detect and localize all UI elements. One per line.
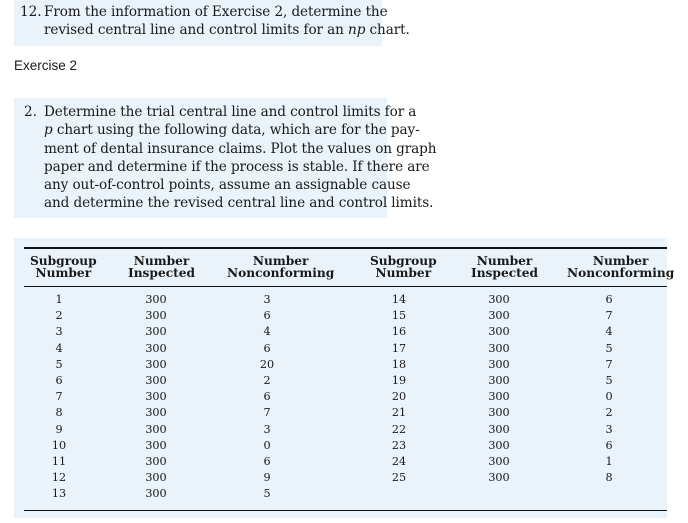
number-inspected-cell: 300	[488, 438, 510, 452]
number-inspected-cell: 300	[488, 422, 510, 436]
subgroup-number-cell: 9	[55, 422, 63, 436]
subgroup-number-cell: 15	[391, 309, 407, 323]
number-inspected-cell: 300	[488, 325, 510, 339]
subgroup-number-cell: 21	[391, 406, 407, 420]
number-nonconforming-cell: 3	[263, 422, 271, 436]
number-nonconforming-cell: 5	[605, 341, 613, 355]
exercise-2-number: 2.	[24, 104, 37, 120]
number-nonconforming-cell: 2	[263, 374, 271, 387]
subgroup-number-cell: 18	[391, 357, 407, 371]
subgroup-number-cell: 24	[391, 455, 407, 468]
number-inspected-cell: 300	[488, 293, 510, 306]
subgroup-number-cell: 25	[391, 471, 407, 485]
number-nonconforming-cell: 3	[605, 422, 613, 436]
table-header-rule	[24, 286, 667, 287]
number-nonconforming-cell: 5	[605, 374, 613, 387]
number-inspected-cell: 300	[145, 309, 167, 323]
subgroup-number-cell: 14	[391, 293, 407, 306]
exercise-2-box	[14, 98, 437, 218]
exercise-12-text: From the information of Exercise 2, determine the revised central line and control limits for an np chart.	[44, 4, 410, 39]
number-inspected-cell: 300	[145, 325, 167, 339]
subgroup-number-cell: 19	[391, 374, 407, 387]
subgroup-number-cell: 20	[391, 390, 407, 404]
number-nonconforming-cell: 4	[605, 325, 613, 339]
number-inspected-cell: 300	[145, 471, 167, 485]
subgroup-number-cell: 3	[55, 325, 63, 339]
number-inspected-cell: 300	[488, 390, 510, 404]
exercise-12-box	[14, 0, 410, 46]
subgroup-number-cell: 6	[55, 374, 63, 387]
subgroup-number-cell: 22	[391, 422, 407, 436]
number-inspected-cell: 300	[145, 390, 167, 404]
number-inspected-cell: 300	[145, 487, 167, 501]
number-nonconforming-cell: 1	[605, 455, 613, 468]
exercise-12-number: 12.	[20, 4, 42, 20]
number-inspected-cell: 300	[145, 341, 167, 355]
number-inspected-cell: 300	[145, 422, 167, 436]
number-inspected-cell: 300	[488, 471, 510, 485]
number-nonconforming-cell: 6	[263, 341, 271, 355]
number-nonconforming-cell: 7	[605, 357, 613, 371]
subgroup-number-cell: 2	[55, 309, 63, 323]
number-nonconforming-cell: 7	[605, 309, 613, 323]
number-inspected-cell: 300	[145, 293, 167, 306]
number-inspected-cell: 300	[488, 341, 510, 355]
number-inspected-cell: 300	[145, 438, 167, 452]
number-nonconforming-cell: 9	[263, 471, 271, 485]
number-inspected-cell: 300	[488, 357, 510, 371]
number-nonconforming-cell: 5	[263, 487, 271, 501]
col-header-number-nonconforming: Number Nonconforming	[227, 254, 335, 280]
subgroup-number-cell: 17	[391, 341, 407, 355]
col-header-number-inspected-2: Number Inspected	[471, 254, 539, 280]
subgroup-number-cell: 7	[55, 390, 63, 404]
subgroup-number-cell: 4	[55, 341, 63, 355]
data-table	[14, 238, 675, 518]
number-inspected-cell: 300	[145, 357, 167, 371]
number-nonconforming-cell: 4	[263, 325, 271, 339]
number-inspected-cell: 300	[145, 406, 167, 420]
subgroup-number-cell: 10	[51, 438, 67, 452]
number-nonconforming-cell: 6	[263, 390, 271, 404]
number-nonconforming-cell: 6	[263, 455, 271, 468]
subgroup-number-cell: 1	[55, 293, 63, 306]
subgroup-number-cell: 12	[51, 471, 67, 485]
number-nonconforming-cell: 0	[263, 438, 271, 452]
exercise-2-label: Exercise 2	[14, 58, 78, 73]
number-inspected-cell: 300	[488, 455, 510, 468]
number-nonconforming-cell: 6	[605, 438, 613, 452]
number-nonconforming-cell: 0	[605, 390, 613, 404]
subgroup-number-cell: 23	[391, 438, 407, 452]
number-inspected-cell: 300	[145, 455, 167, 468]
number-inspected-cell: 300	[488, 406, 510, 420]
subgroup-number-cell: 5	[55, 357, 63, 371]
table-top-rule	[24, 247, 667, 249]
number-inspected-cell: 300	[488, 374, 510, 387]
col-header-number-nonconforming-2: Number Nonconforming	[567, 254, 675, 280]
number-nonconforming-cell: 8	[605, 471, 613, 485]
col-header-subgroup-number: Subgroup Number	[30, 254, 97, 280]
subgroup-number-cell: 11	[51, 455, 67, 468]
col-header-subgroup-number-2: Subgroup Number	[370, 254, 437, 280]
number-inspected-cell: 300	[488, 309, 510, 323]
number-nonconforming-cell: 2	[605, 406, 613, 420]
exercise-2-text: Determine the trial central line and control limits for a p chart using the following data, which are for the pay- ment of dental insurance claims. Plot the values on graph paper and determine if the process is stable. If there are any out-of-control points, assume an assignable cause and determine the revised central line and control limits.	[44, 104, 437, 212]
number-nonconforming-cell: 6	[263, 309, 271, 323]
subgroup-number-cell: 16	[391, 325, 407, 339]
col-header-number-inspected: Number Inspected	[128, 254, 196, 280]
number-nonconforming-cell: 7	[263, 406, 271, 420]
subgroup-number-cell: 13	[51, 487, 67, 501]
number-nonconforming-cell: 3	[263, 293, 271, 306]
number-nonconforming-cell: 20	[259, 357, 275, 371]
table-bottom-rule	[24, 510, 667, 511]
number-inspected-cell: 300	[145, 374, 167, 387]
number-nonconforming-cell: 6	[605, 293, 613, 306]
subgroup-number-cell: 8	[55, 406, 63, 420]
